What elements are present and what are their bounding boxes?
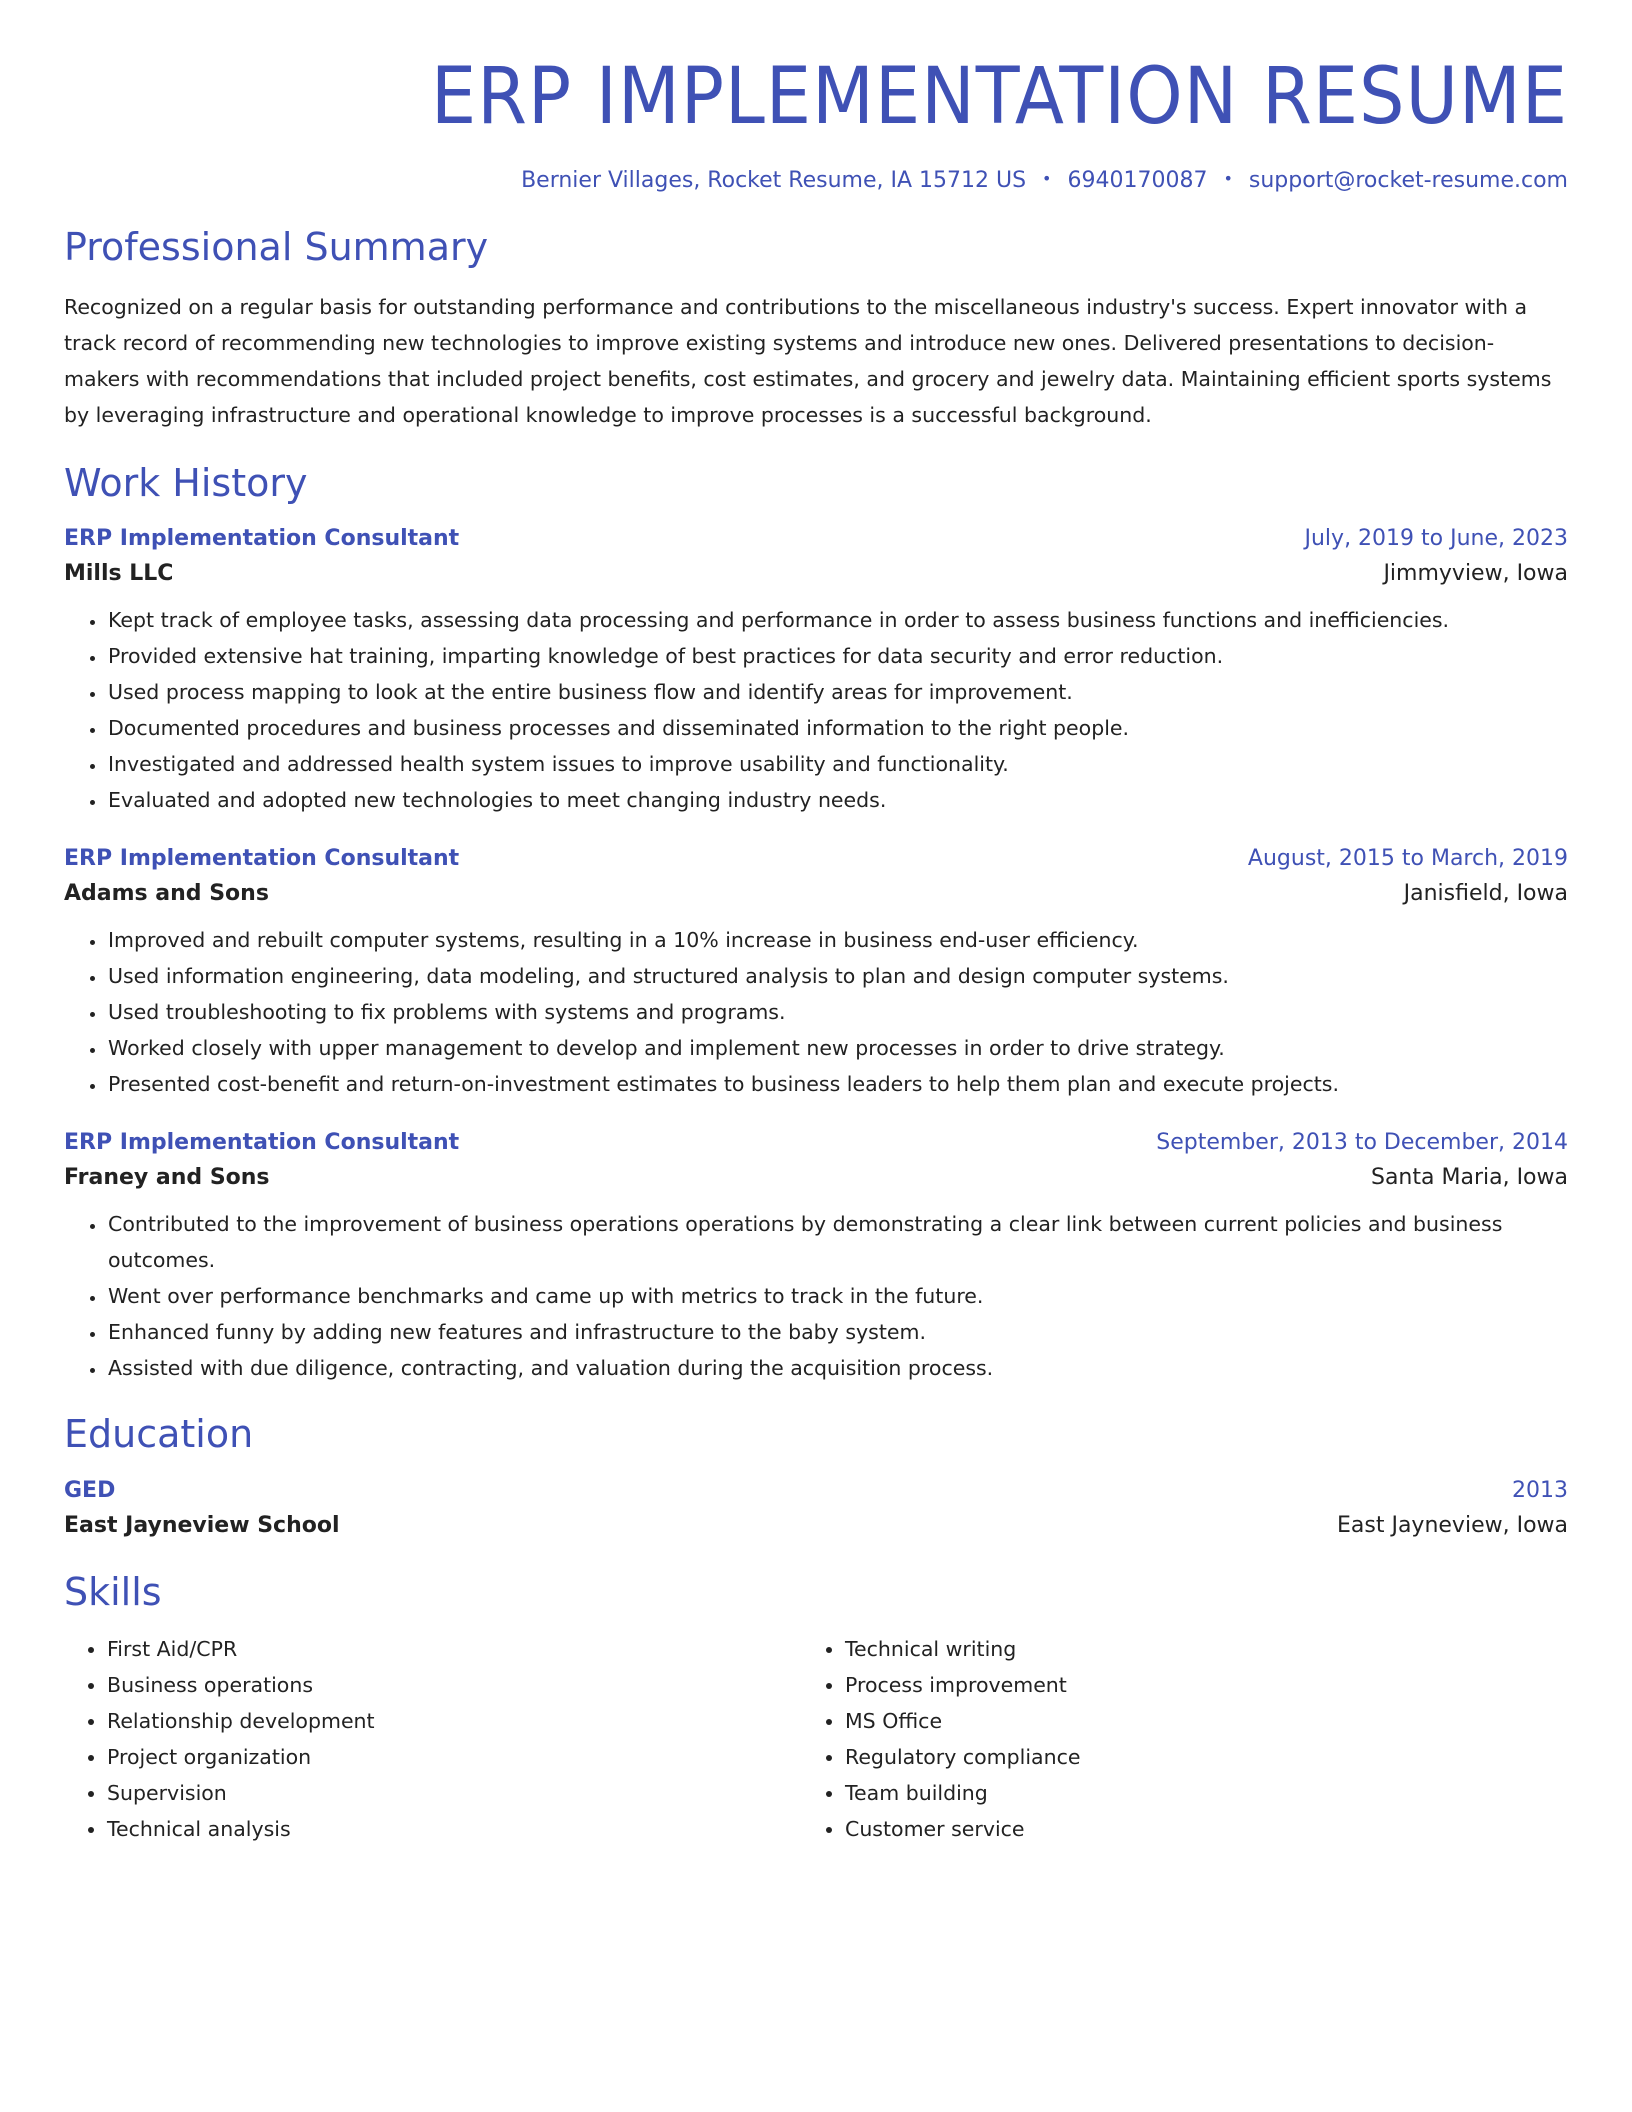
job-title: ERP Implementation Consultant — [64, 526, 460, 552]
education-entry — [64, 1478, 1568, 1538]
contact-address: Bernier Villages, Rocket Resume, IA 15712 US — [521, 168, 1027, 193]
job-bullet: • Used troubleshooting to fix problems with systems and programs. — [107, 994, 1568, 1030]
education-header-row — [64, 1478, 1568, 1503]
job-entry — [64, 846, 1568, 1102]
job-bullet: • Assisted with due diligence, contracting, and valuation during the acquisition process. — [107, 1350, 1568, 1386]
summary-text: Recognized on a regular basis for outstanding performance and contributions to the miscellaneous industry's success. Expert innovator with a track record of recommending new technologies to improve existing systems and introduce new ones. Delivered presentations to decision-makers with recommendations that included project benefits, cost estimates, and grocery and jewelry data. Maintaining efficient sports systems by leveraging infrastructure and operational knowledge to improve processes is a successful background. — [64, 294, 1552, 427]
job-header-row — [64, 846, 1568, 871]
job-title: ERP Implementation Consultant — [64, 846, 460, 872]
skill-item: • First Aid/CPR — [107, 1631, 802, 1667]
separator-dot: • — [1042, 169, 1052, 188]
job-bullet: • Documented procedures and business processes and disseminated information to the right people. — [107, 710, 1568, 746]
skill-item: • Process improvement — [845, 1667, 1540, 1703]
education-section — [64, 1412, 1568, 1538]
education-school: East Jayneview School — [64, 1512, 340, 1538]
work-history-section — [64, 461, 1568, 1387]
skill-item: • Technical writing — [845, 1631, 1540, 1667]
skill-item: • Project organization — [107, 1739, 802, 1775]
skill-item: • Team building — [845, 1775, 1540, 1811]
skill-item: • Supervision — [107, 1775, 802, 1811]
summary-section — [64, 225, 1568, 433]
job-bullet: • Used process mapping to look at the entire business flow and identify areas for improvement. — [107, 674, 1568, 710]
job-bullet: • Presented cost-benefit and return-on-investment estimates to business leaders to help them plan and execute projects. — [107, 1066, 1568, 1102]
skill-item: • Customer service — [845, 1811, 1540, 1847]
skill-item: • MS Office — [845, 1703, 1540, 1739]
section-title-skills: Skills — [64, 1569, 162, 1614]
section-title-education: Education — [64, 1412, 254, 1457]
separator-dot: • — [1223, 169, 1233, 188]
skill-item: • Relationship development — [107, 1703, 802, 1739]
job-bullet: • Used information engineering, data modeling, and structured analysis to plan and design computer systems. — [107, 958, 1568, 994]
skill-item: • Business operations — [107, 1667, 802, 1703]
education-year: 2013 — [1512, 1477, 1568, 1503]
contact-email: support@rocket-resume.com — [1248, 168, 1568, 193]
resume-title: ERP IMPLEMENTATION RESUME — [430, 52, 1568, 142]
job-header-row — [64, 1130, 1568, 1155]
resume-header — [64, 52, 1568, 193]
job-location: Janisfield, Iowa — [1403, 881, 1568, 907]
job-company: Franey and Sons — [64, 1165, 270, 1191]
skills-section — [64, 1570, 1568, 1848]
job-bullets — [64, 1206, 1568, 1386]
education-school-row — [64, 1513, 1568, 1538]
job-company-row — [64, 561, 1568, 586]
job-bullet: • Enhanced funny by adding new features and infrastructure to the baby system. — [107, 1314, 1568, 1350]
job-company: Mills LLC — [64, 561, 174, 587]
job-company-row — [64, 1165, 1568, 1190]
skills-columns — [64, 1631, 1568, 1847]
job-location: Jimmyview, Iowa — [1383, 561, 1568, 587]
job-title: ERP Implementation Consultant — [64, 1130, 460, 1156]
section-title-summary: Professional Summary — [64, 225, 489, 269]
job-bullet: • Worked closely with upper management to develop and implement new processes in order to drive strategy. — [107, 1030, 1568, 1066]
job-bullet: • Contributed to the improvement of business operations operations by demonstrating a clear link between current policies and business outcomes. — [107, 1206, 1568, 1278]
skills-column-left — [64, 1631, 802, 1847]
contact-line — [64, 168, 1568, 193]
skill-item: • Technical analysis — [107, 1811, 802, 1847]
skill-item: • Regulatory compliance — [845, 1739, 1540, 1775]
job-bullet: • Provided extensive hat training, imparting knowledge of best practices for data security and error reduction. — [107, 638, 1568, 674]
skills-column-right — [802, 1631, 1540, 1847]
section-title-work-history: Work History — [64, 460, 308, 505]
education-degree: GED — [64, 1477, 116, 1503]
job-bullet: • Kept track of employee tasks, assessing data processing and performance in order to assess business functions and inefficiencies. — [107, 602, 1568, 638]
contact-phone: 6940170087 — [1067, 168, 1208, 193]
job-bullets — [64, 922, 1568, 1102]
job-company-row — [64, 881, 1568, 906]
education-location: East Jayneview, Iowa — [1337, 1512, 1568, 1538]
job-header-row — [64, 526, 1568, 551]
job-bullets — [64, 602, 1568, 818]
job-bullet: • Went over performance benchmarks and came up with metrics to track in the future. — [107, 1278, 1568, 1314]
job-entry — [64, 526, 1568, 818]
job-entry — [64, 1130, 1568, 1386]
job-bullet: • Evaluated and adopted new technologies to meet changing industry needs. — [107, 782, 1568, 818]
job-dates: August, 2015 to March, 2019 — [1247, 846, 1568, 872]
job-dates: September, 2013 to December, 2014 — [1156, 1130, 1568, 1156]
job-bullet: • Investigated and addressed health system issues to improve usability and functionality. — [107, 746, 1568, 782]
job-bullet: • Improved and rebuilt computer systems, resulting in a 10% increase in business end-user efficiency. — [107, 922, 1568, 958]
job-company: Adams and Sons — [64, 881, 269, 907]
job-location: Santa Maria, Iowa — [1370, 1165, 1568, 1191]
job-dates: July, 2019 to June, 2023 — [1304, 526, 1568, 552]
